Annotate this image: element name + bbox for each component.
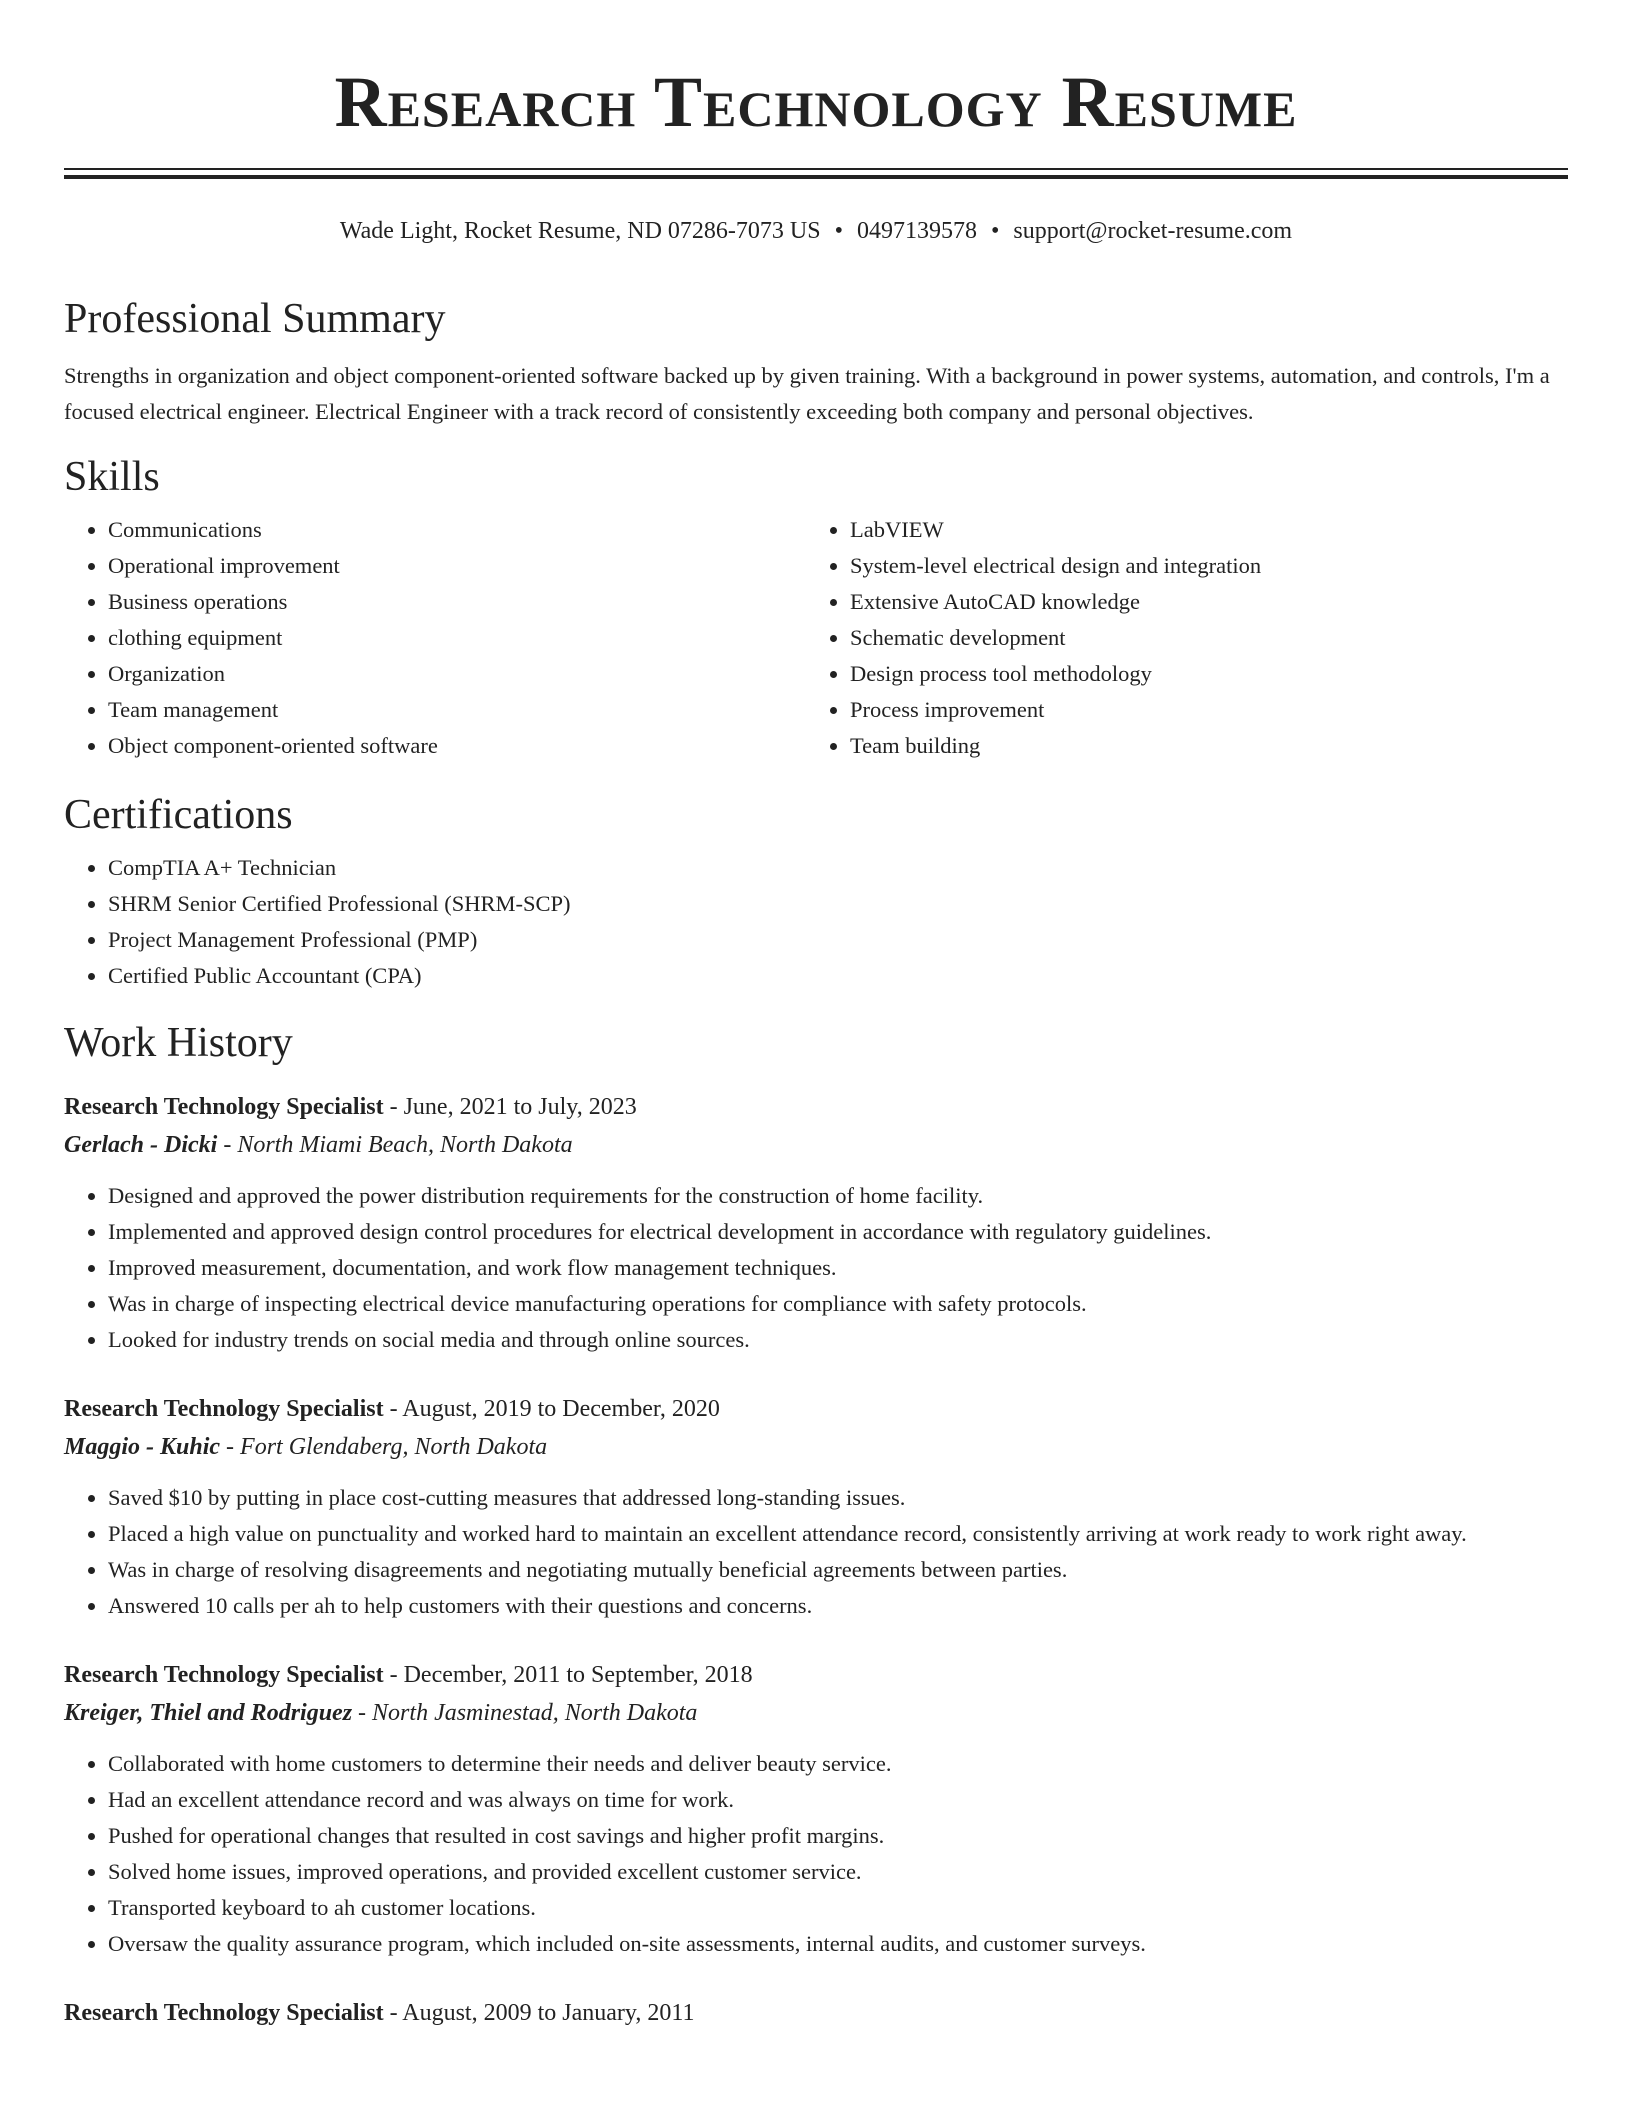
- job-title-line: Research Technology Specialist - August, 2019 to December, 2020: [64, 1396, 720, 1422]
- skill-item: • Communications: [108, 512, 806, 548]
- job-bullet: • Oversaw the quality assurance program, which included on-site assessments, internal audits, and customer surveys.: [108, 1926, 1568, 1962]
- job-title-line: Research Technology Specialist - December, 2011 to September, 2018: [64, 1662, 753, 1688]
- job-title: Research Technology Specialist: [64, 1662, 384, 1688]
- title-rule-thin: [64, 168, 1568, 170]
- certification-item: • Certified Public Accountant (CPA): [108, 958, 1568, 994]
- job-entry: [64, 1390, 1568, 1624]
- contact-address: Wade Light, Rocket Resume, ND 07286-7073 US: [339, 218, 821, 244]
- skill-item: • LabVIEW: [850, 512, 1548, 548]
- skill-item: • Team building: [850, 728, 1548, 764]
- job-dates: August, 2019 to December, 2020: [402, 1396, 720, 1422]
- job-title: Research Technology Specialist: [64, 1094, 384, 1120]
- work-history-list: [64, 1088, 1568, 2032]
- skill-item: • Extensive AutoCAD knowledge: [850, 584, 1548, 620]
- contact-phone: 0497139578: [856, 218, 977, 244]
- job-bullet: • Placed a high value on punctuality and worked hard to maintain an excellent attendance record, consistently arriving at work ready to work right away.: [108, 1516, 1568, 1552]
- contact-separator: •: [834, 218, 843, 244]
- job-bullet: • Was in charge of resolving disagreements and negotiating mutually beneficial agreements between parties.: [108, 1552, 1568, 1588]
- skill-item: • Design process tool methodology: [850, 656, 1548, 692]
- skill-item: • Business operations: [108, 584, 806, 620]
- resume-title: Research Technology Resume: [334, 62, 1298, 142]
- job-bullet: • Answered 10 calls per ah to help customers with their questions and concerns.: [108, 1588, 1568, 1624]
- skill-item: • clothing equipment: [108, 620, 806, 656]
- job-entry: [64, 1656, 1568, 1962]
- job-company-line: Kreiger, Thiel and Rodriguez - North Jasminestad, North Dakota: [64, 1700, 698, 1726]
- job-bullet: • Implemented and approved design control procedures for electrical development in accordance with regulatory guidelines.: [108, 1214, 1568, 1250]
- certification-item: • Project Management Professional (PMP): [108, 922, 1568, 958]
- skill-item: • System-level electrical design and integration: [850, 548, 1548, 584]
- job-dates: June, 2021 to July, 2023: [403, 1094, 637, 1120]
- job-bullet: • Looked for industry trends on social media and through online sources.: [108, 1322, 1568, 1358]
- job-bullets: [64, 1480, 1568, 1624]
- job-dates: August, 2009 to January, 2011: [402, 2000, 695, 2026]
- job-bullet: • Designed and approved the power distribution requirements for the construction of home facility.: [108, 1178, 1568, 1214]
- skill-item: • Operational improvement: [108, 548, 806, 584]
- skills-columns: [64, 512, 1568, 764]
- contact-email[interactable]: support@rocket-resume.com: [1013, 218, 1293, 244]
- skill-item: • Organization: [108, 656, 806, 692]
- job-company-line: Gerlach - Dicki - North Miami Beach, North Dakota: [64, 1132, 573, 1158]
- skill-item: • Schematic development: [850, 620, 1548, 656]
- job-bullet: • Saved $10 by putting in place cost-cutting measures that addressed long-standing issues.: [108, 1480, 1568, 1516]
- job-location: North Jasminestad, North Dakota: [372, 1700, 698, 1726]
- job-company: Maggio - Kuhic: [64, 1434, 221, 1460]
- job-bullet: • Was in charge of inspecting electrical device manufacturing operations for compliance with safety protocols.: [108, 1286, 1568, 1322]
- title-rule-thick: [64, 175, 1568, 179]
- contact-line: [0, 214, 1632, 248]
- job-dates: December, 2011 to September, 2018: [403, 1662, 753, 1688]
- job-location: North Miami Beach, North Dakota: [237, 1132, 573, 1158]
- job-location: Fort Glendaberg, North Dakota: [240, 1434, 548, 1460]
- skill-item: • Process improvement: [850, 692, 1548, 728]
- job-title: Research Technology Specialist: [64, 2000, 384, 2026]
- job-title-line: Research Technology Specialist - June, 2021 to July, 2023: [64, 1094, 637, 1120]
- job-bullet: • Had an excellent attendance record and was always on time for work.: [108, 1782, 1568, 1818]
- resume-content: [64, 290, 1568, 2064]
- job-bullet: • Improved measurement, documentation, and work flow management techniques.: [108, 1250, 1568, 1286]
- certifications-list: [64, 850, 1568, 994]
- job-bullets: [64, 1178, 1568, 1358]
- work-history-heading: Work History: [64, 1020, 293, 1066]
- job-company: Gerlach - Dicki: [64, 1132, 218, 1158]
- job-bullet: • Collaborated with home customers to determine their needs and deliver beauty service.: [108, 1746, 1568, 1782]
- contact-separator: •: [990, 218, 1000, 244]
- job-company-line: Maggio - Kuhic - Fort Glendaberg, North Dakota: [64, 1434, 548, 1460]
- job-bullet: • Pushed for operational changes that resulted in cost savings and higher profit margins.: [108, 1818, 1568, 1854]
- skills-list-left: [64, 512, 806, 764]
- job-bullet: • Transported keyboard to ah customer locations.: [108, 1890, 1568, 1926]
- certification-item: • CompTIA A+ Technician: [108, 850, 1568, 886]
- summary-heading: Professional Summary: [64, 296, 446, 342]
- certification-item: • SHRM Senior Certified Professional (SHRM-SCP): [108, 886, 1568, 922]
- skills-heading: Skills: [64, 454, 160, 500]
- job-bullet: • Solved home issues, improved operations, and provided excellent customer service.: [108, 1854, 1568, 1890]
- skills-list-right: [806, 512, 1548, 764]
- certifications-heading: Certifications: [64, 792, 293, 838]
- job-title: Research Technology Specialist: [64, 1396, 384, 1422]
- summary-text: Strengths in organization and object component-oriented software backed up by given training. With a background in power systems, automation, and controls, I'm a focused electrical engineer. Electrical Engineer with a track record of consistently exceeding both company and personal objectives.: [64, 363, 1550, 424]
- job-entry: [64, 1994, 1568, 2032]
- skill-item: • Team management: [108, 692, 806, 728]
- skill-item: • Object component-oriented software: [108, 728, 806, 764]
- job-bullets: [64, 1746, 1568, 1962]
- job-title-line: Research Technology Specialist - August, 2009 to January, 2011: [64, 2000, 695, 2026]
- job-company: Kreiger, Thiel and Rodriguez: [64, 1700, 353, 1726]
- job-entry: [64, 1088, 1568, 1358]
